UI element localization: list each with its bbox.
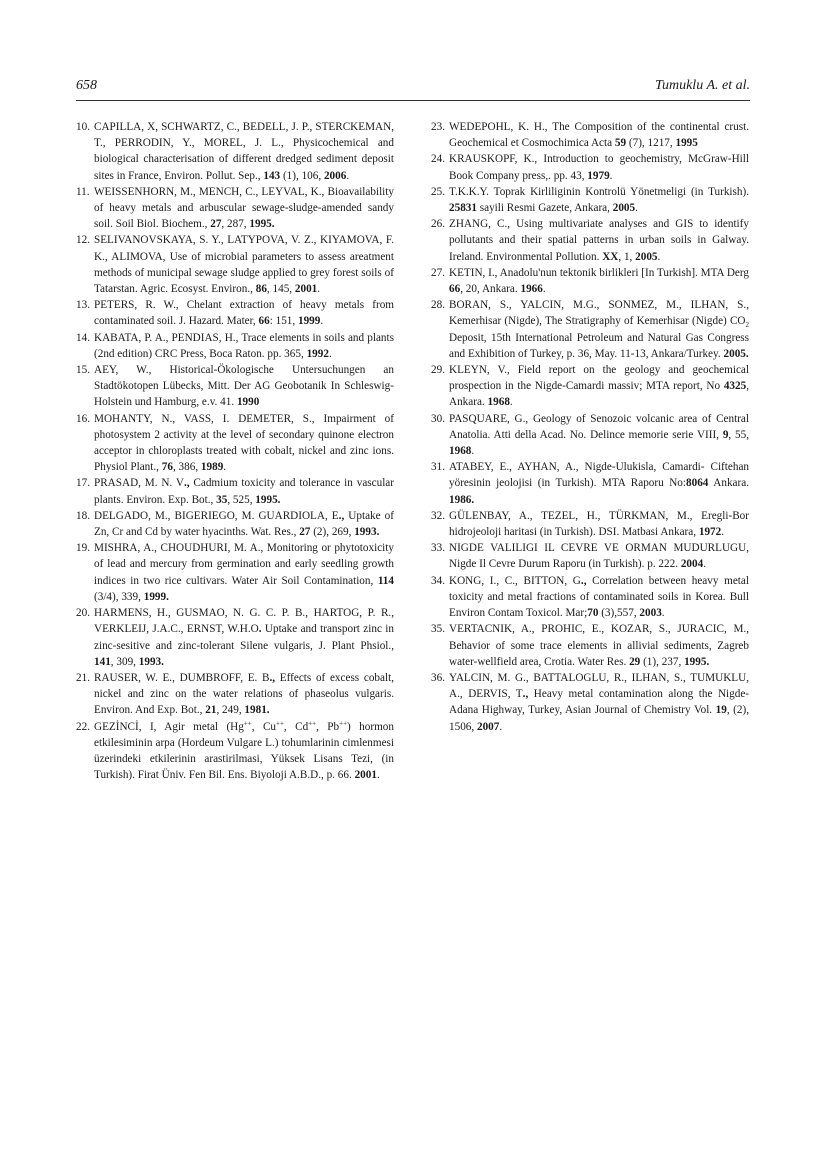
reference-text: 2007 (476, 720, 500, 733)
reference-number: 29. (431, 364, 445, 377)
reference-item (431, 297, 749, 362)
reference-text: WEDEPOHL, K. H., The Composition of the continental crust. Geochemical et Cosmochimica Acta (449, 121, 749, 150)
page-header (76, 78, 750, 101)
reference-text: 1972 (698, 526, 722, 539)
reference-text: KRAUSKOPF, K., Introduction to geochemistry, McGraw-Hill Book Company press,. pp. 43, (449, 153, 749, 182)
reference-text: BORAN, S., YALCIN, M.G., SONMEZ, M., ILHAN, S., Kemerhisar (Nigde), The Stratigraphy of Kemerhisar (Nigde) CO (449, 299, 749, 328)
reference-text: 70 (587, 607, 599, 620)
reference-text: 1990 (236, 396, 260, 409)
reference-text: KONG, I., C., BITTON, G (449, 574, 581, 587)
reference-text: 1981. (244, 704, 270, 717)
reference-text: 2003 (639, 607, 662, 620)
reference-number: 32. (431, 509, 445, 522)
reference-text: . (328, 347, 332, 360)
reference-item (76, 297, 394, 329)
reference-text: HARMENS, H., GUSMAO, N. G. C. P. B., HARTOG, P. R., VERKLEIJ, J.A.C., ERNST, W.H.O (94, 607, 394, 636)
reference-text: ++ (243, 718, 252, 727)
reference-text: 1999 (297, 315, 321, 328)
reference-text: KABATA, P. A., PENDIAS, H., Trace elements in soils and plants (2nd edition) CRC Press, Boca Raton. pp. 365, (94, 331, 394, 360)
reference-text: DELGADO, M., BIGERIEGO, M. GUARDIOLA, E (94, 509, 339, 522)
reference-number: 10. (76, 121, 90, 133)
reference-number: 33. (431, 542, 445, 555)
reference-item (431, 508, 749, 540)
reference-text: 143 (263, 169, 281, 182)
reference-number: 20. (76, 607, 90, 620)
reference-item (76, 719, 394, 784)
reference-number: 35. (431, 623, 445, 636)
reference-text: 21 (205, 704, 217, 717)
reference-number: 24. (431, 153, 445, 166)
reference-number: 36. (431, 671, 445, 684)
reference-text: Correlation between heavy metal toxicity and metal fractions of contaminated soils in Korea. Bull Environ Contam Toxicol. Mar; (449, 574, 749, 620)
reference-text: 1986. (449, 493, 475, 506)
reference-text: 2005 (635, 250, 658, 263)
reference-item (431, 151, 749, 183)
reference-text: , Ankara. (449, 380, 749, 409)
reference-text: ., (183, 477, 194, 490)
reference-text: 19 (715, 704, 727, 717)
reference-text: , Cd (283, 720, 309, 733)
reference-text: ++ (308, 718, 317, 727)
reference-text: SELIVANOVSKAYA, S. Y., LATYPOVA, V. Z., KIYAMOVA, F. K., ALIMOVA, Use of microbial parameters to assess areatment methods of municipal sewage sludge applied to grey forest soils of Tatarstan. Agric. Ecosyst. Environ., (94, 234, 394, 296)
reference-item (431, 216, 749, 265)
reference-text: 1968 (487, 396, 510, 409)
reference-text: 141 (94, 655, 111, 668)
reference-item (431, 362, 749, 411)
reference-text: 1999. (143, 590, 169, 603)
reference-text: ++ (276, 718, 284, 727)
reference-text: VERTACNIK, A., PROHIC, E., KOZAR, S., JURACIC, M., Behavior of some trace elements in allivial sediments, Zagreb water-wellfield area, Crotia. Water Res. (449, 623, 749, 668)
reference-text: (7), 1217, (626, 137, 676, 150)
reference-text: 2006 (323, 169, 347, 182)
reference-number: 23. (431, 121, 445, 133)
reference-text: (3),557, (598, 607, 640, 620)
reference-text: T.K.K.Y. Toprak Kirliliginin Kontrolü Yönetmeligi (in Turkish). (449, 185, 749, 198)
references-left-column (76, 119, 394, 783)
reference-text: sayili Resmi Gazete, Ankara, (476, 202, 613, 215)
reference-text: YALCIN, M. G., BATTALOGLU, R., ILHAN, S., TUMUKLU, A., DERVIS, T (449, 671, 749, 701)
reference-number: 28. (431, 299, 445, 312)
reference-item (431, 459, 749, 508)
reference-text: . (657, 250, 661, 263)
reference-text: PETERS, R. W., Chelant extraction of heavy metals from contaminated soil. J. Hazard. Mater, (94, 299, 394, 328)
reference-text: 1989 (200, 461, 224, 474)
reference-number: 22. (76, 720, 90, 733)
running-head: Tumuklu A. et al. (654, 78, 750, 93)
reference-item (431, 621, 749, 670)
reference-text: (1), 106, (280, 169, 324, 182)
reference-item (76, 184, 394, 233)
reference-text: 1995. (249, 218, 275, 231)
reference-text: . (609, 169, 613, 182)
reference-text: . (376, 769, 380, 782)
reference-text: ., (522, 688, 529, 701)
reference-number: 21. (76, 671, 90, 684)
reference-text: 9 (722, 428, 729, 441)
reference-number: 25. (431, 185, 445, 198)
reference-text: ATABEY, E., AYHAN, A., Nigde-Ulukisla, Camardi- Ciftehan yöresinin jeolojisi (in Turkish). MTA Raporu No: (449, 461, 749, 490)
reference-text: ++ (339, 718, 348, 727)
reference-text: Deposit, 15th International Petroleum and Natural Gas Congress and Exhibition of Turkey, p. 36, May. 11-13, Ankara/Turkey. (449, 331, 749, 360)
reference-number: 14. (76, 331, 90, 344)
reference-number: 13. (76, 299, 90, 312)
reference-text: GÜLENBAY, A., TEZEL, H., TÜRKMAN, M., Eregli-Bor hidrojeoloji haritasi (in Turkish). DSI. Matbasi Ankara, (449, 509, 749, 539)
reference-item (76, 362, 394, 411)
reference-text: 29 (629, 655, 641, 668)
reference-text: 25831 (449, 202, 477, 215)
reference-text: 59 (614, 137, 627, 150)
reference-text: ., (580, 574, 587, 587)
reference-text: , 386, (172, 461, 201, 474)
reference-text: . (721, 526, 725, 539)
reference-text: MISHRA, A., CHOUDHURI, M. A., Monitoring or phytotoxicity of lead and mercury from germination and early seedling growth indices in two rice cultivars. Water Air Soil Contamination, (94, 542, 394, 587)
reference-text: 1968 (449, 445, 472, 458)
reference-number: 18. (76, 509, 90, 522)
reference-text: . (317, 283, 321, 296)
reference-text: , 1, (618, 250, 636, 263)
reference-text: KETIN, I., Anadolu'nun tektonik birlikleri [In Turkish]. MTA Derg (449, 266, 749, 279)
reference-text: ) hormon etkilesiminin arpa (Hordeum Vulgare L.) tohumlarinin cimlenmesi üzerindeki etkilerinin arastirilmasi, Yüksek Lisans Tezi, (in Turkish). Firat Üniv. Fen Bil. Ens. Biyoloji A.B.D., p. 66. (94, 720, 394, 782)
reference-text: , 309, (110, 655, 139, 668)
reference-item (76, 119, 394, 184)
reference-number: 12. (76, 234, 90, 247)
reference-text: . (661, 607, 665, 620)
reference-text: 1995. (684, 655, 710, 668)
reference-text: . (258, 623, 262, 636)
reference-text: 66 (258, 315, 270, 328)
reference-number: 17. (76, 477, 90, 490)
reference-text: GEZİNCİ, I, Agir metal (Hg (94, 720, 244, 733)
reference-number: 19. (76, 542, 90, 555)
reference-text: PASQUARE, G., Geology of Senozoic volcanic area of Central Anatolia. Atti della Acad. No. Delince memorie serie VIII, (449, 412, 749, 441)
reference-text: . (509, 396, 513, 409)
reference-text: , Cu (251, 720, 277, 733)
reference-text: 76 (161, 461, 173, 474)
reference-item (431, 540, 749, 572)
reference-text: ., (269, 671, 276, 684)
reference-text: 27 (299, 526, 311, 539)
reference-text: XX (602, 250, 619, 263)
reference-text: (1), 237, (640, 655, 685, 668)
reference-item (76, 330, 394, 362)
reference-text: 1995. (255, 493, 281, 506)
reference-number: 34. (431, 574, 445, 587)
reference-text: (3/4), 339, (94, 590, 144, 603)
reference-text: CAPILLA, X, SCHWARTZ, C., BEDELL, J. P., STERCKEMAN, T., PERRODIN, Y., MOREL, J. L., Physicochemical and biological characterisation of different dredged sediment deposit sites in France, Environ. Pollut. Sep., (94, 121, 394, 182)
reference-text: WEISSENHORN, M., MENCH, C., LEYVAL, K., Bioavailability of heavy metals and arbuscular sewage-sludge-amended sandy soil. Soil Biol. Biochem., (94, 185, 394, 231)
reference-text: . (499, 720, 503, 733)
reference-text: PRASAD, M. N. V (94, 477, 184, 490)
reference-text: Cadmium toxicity and tolerance in vascular plants. Environ. Exp. Bot., (94, 477, 394, 506)
reference-text: 1979 (587, 169, 610, 182)
reference-number: 15. (76, 364, 90, 377)
reference-item (431, 411, 749, 460)
reference-text: , Pb (316, 720, 340, 733)
reference-text: 114 (377, 574, 394, 587)
reference-number: 27. (431, 266, 445, 279)
reference-text: (2), 269, (310, 526, 355, 539)
reference-text: KLEYN, V., Field report on the geology and geochemical prospection in the Nigde-Camardi massiv; MTA report, No (449, 364, 749, 393)
reference-number: 31. (431, 461, 445, 474)
reference-item (76, 475, 394, 507)
reference-item (76, 411, 394, 476)
reference-text: . (471, 445, 475, 458)
reference-text: , 145, (266, 283, 295, 296)
reference-text: . (542, 283, 546, 296)
reference-item (431, 573, 749, 622)
reference-text: Heavy metal contamination along the Nigde-Adana Highway, Turkey, Asian Journal of Chemistry Vol. (449, 688, 750, 717)
reference-item (431, 184, 749, 216)
reference-number: 26. (431, 218, 445, 231)
reference-item (76, 508, 394, 540)
reference-text: 86 (255, 283, 267, 296)
reference-text: 66 (449, 283, 461, 296)
reference-text: 2005. (723, 347, 749, 360)
reference-text: 1995 (675, 137, 698, 150)
reference-text: 1992 (306, 347, 329, 360)
reference-text: . (346, 169, 350, 182)
reference-text: RAUSER, W. E., DUMBROFF, E. B (94, 671, 270, 684)
reference-text: 2 (745, 321, 749, 330)
reference-text: 35 (216, 493, 228, 506)
reference-text: 1966 (520, 283, 543, 296)
references-right-column (431, 119, 749, 735)
reference-text: 4325 (723, 380, 747, 393)
reference-text: , 55, (728, 428, 750, 441)
reference-text: Uptake of Zn, Cr and Cd by water hyacinths. Wat. Res., (94, 509, 394, 539)
reference-text: , 287, (221, 218, 250, 231)
reference-text: , 249, (216, 704, 245, 717)
reference-text: AEY, W., Historical-Ökologische Untersuchungen an Stadtökotopen Lübecks, Mitt. Der AG Geobotanik In Schleswig-Holstein und Hamburg, e.v. 41. (94, 364, 394, 409)
reference-text: 1993. (354, 526, 380, 539)
reference-number: 30. (431, 412, 445, 425)
reference-text: ., (338, 509, 345, 522)
reference-item (76, 670, 394, 719)
reference-item (431, 119, 749, 151)
reference-text: Effects of excess cobalt, nickel and zinc on the water relations of phaseolus vulgaris. Environ. And Exp. Bot., (94, 671, 394, 717)
reference-text: NIGDE VALILIGI IL CEVRE VE ORMAN MUDURLUGU, Nigde Il Cevre Durum Raporu (in Turkish). p. 222. (449, 542, 749, 571)
reference-text: 27 (210, 218, 222, 231)
reference-text: MOHANTY, N., VASS, I. DEMETER, S., Impairment of photosystem 2 activity at the level of secondary quinone electron acceptor in chloroplasts treated with cobalt, nickel and zinc ions. Physiol Plant., (94, 412, 394, 474)
reference-text: . (635, 202, 638, 215)
reference-text: 2001 (354, 769, 377, 782)
reference-text: . (703, 558, 706, 571)
reference-item (76, 605, 394, 670)
reference-text: 1993. (138, 655, 164, 668)
reference-text: Ankara. (708, 477, 749, 490)
reference-text: . (223, 461, 227, 474)
reference-item (431, 670, 749, 735)
reference-text: , 20, Ankara. (460, 283, 521, 296)
reference-text: 2005 (612, 202, 636, 215)
reference-text: ZHANG, C., Using multivariate analyses and GIS to identify pollutants and their spatial patterns in urban soils in Galway. Ireland. Environmental Pollution. (449, 218, 749, 263)
reference-text: , (2), 1506, (449, 704, 750, 733)
reference-text: Uptake and transport zinc in zinc-sesitive and zinc-tolerant Silene vulgaris, J. Plant Phsiol., (94, 623, 395, 652)
reference-text: 2001 (294, 283, 318, 296)
reference-number: 11. (76, 185, 90, 198)
reference-item (76, 232, 394, 297)
reference-item (76, 540, 394, 605)
reference-text: , 525, (227, 493, 256, 506)
reference-text: 2004 (680, 558, 704, 571)
page-number: 658 (76, 78, 97, 93)
reference-text: : 151, (269, 315, 298, 328)
reference-number: 16. (76, 412, 90, 425)
reference-text: . (320, 315, 324, 328)
reference-item (431, 265, 749, 297)
reference-text: 8064 (686, 477, 709, 490)
